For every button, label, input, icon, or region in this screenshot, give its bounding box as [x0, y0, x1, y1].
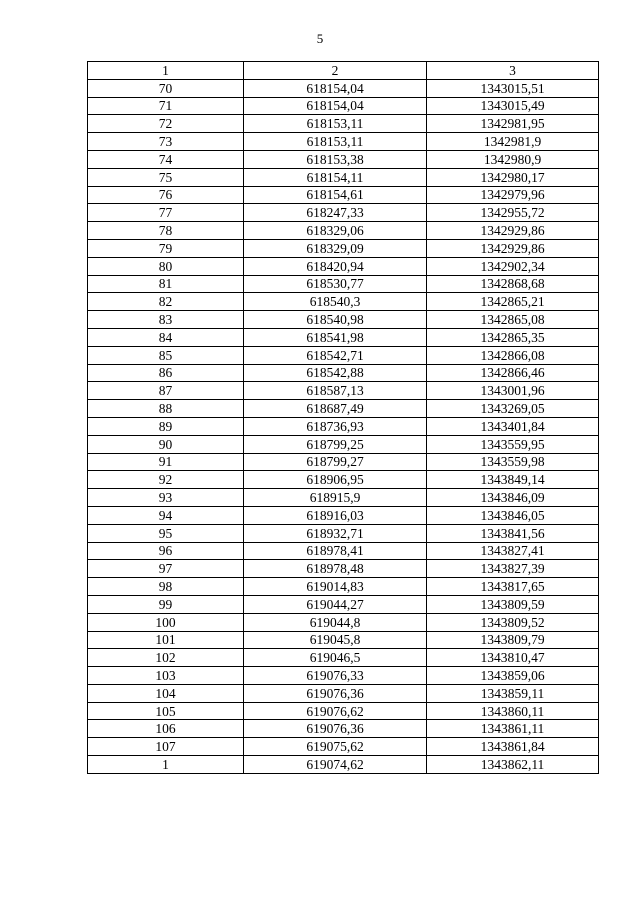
x-coordinate-cell: 618247,33 [244, 204, 427, 222]
point-number-cell: 86 [88, 364, 244, 382]
y-coordinate-cell: 1342902,34 [427, 257, 599, 275]
x-coordinate-cell: 619076,62 [244, 702, 427, 720]
point-number-cell: 97 [88, 560, 244, 578]
x-coordinate-cell: 618154,11 [244, 168, 427, 186]
point-number-cell: 96 [88, 542, 244, 560]
table-row [88, 150, 599, 168]
table-row [88, 311, 599, 329]
x-coordinate-cell: 618540,3 [244, 293, 427, 311]
x-coordinate-cell: 618916,03 [244, 506, 427, 524]
point-number-cell: 72 [88, 115, 244, 133]
y-coordinate-cell: 1343861,84 [427, 738, 599, 756]
x-coordinate-cell: 618932,71 [244, 524, 427, 542]
x-coordinate-cell: 618687,49 [244, 400, 427, 418]
point-number-cell: 77 [88, 204, 244, 222]
point-number-cell: 88 [88, 400, 244, 418]
point-number-cell: 107 [88, 738, 244, 756]
table-header [88, 62, 599, 80]
y-coordinate-cell: 1342980,17 [427, 168, 599, 186]
table-row [88, 346, 599, 364]
coordinates-table [87, 61, 599, 774]
table-row [88, 631, 599, 649]
x-coordinate-cell: 618530,77 [244, 275, 427, 293]
point-number-cell: 81 [88, 275, 244, 293]
point-number-cell: 95 [88, 524, 244, 542]
table-row [88, 79, 599, 97]
y-coordinate-cell: 1342929,86 [427, 239, 599, 257]
x-coordinate-cell: 619044,27 [244, 595, 427, 613]
x-coordinate-cell: 618587,13 [244, 382, 427, 400]
y-coordinate-cell: 1343827,41 [427, 542, 599, 560]
table-row [88, 506, 599, 524]
point-number-cell: 74 [88, 150, 244, 168]
table-row [88, 578, 599, 596]
point-number-cell: 106 [88, 720, 244, 738]
point-number-cell: 93 [88, 489, 244, 507]
point-number-cell: 85 [88, 346, 244, 364]
x-coordinate-cell: 619076,33 [244, 667, 427, 685]
table-row [88, 453, 599, 471]
table-row [88, 756, 599, 774]
table-row [88, 97, 599, 115]
point-number-cell: 99 [88, 595, 244, 613]
x-coordinate-cell: 619074,62 [244, 756, 427, 774]
y-coordinate-cell: 1343809,59 [427, 595, 599, 613]
table-row [88, 204, 599, 222]
page-number: 5 [316, 31, 324, 46]
y-coordinate-cell: 1342865,21 [427, 293, 599, 311]
x-coordinate-cell: 619076,36 [244, 684, 427, 702]
y-coordinate-cell: 1343015,51 [427, 79, 599, 97]
x-coordinate-cell: 618329,09 [244, 239, 427, 257]
point-number-cell: 1 [88, 756, 244, 774]
point-number-cell: 102 [88, 649, 244, 667]
x-coordinate-cell: 618799,25 [244, 435, 427, 453]
point-number-cell: 90 [88, 435, 244, 453]
y-coordinate-cell: 1343559,95 [427, 435, 599, 453]
x-coordinate-cell: 618153,38 [244, 150, 427, 168]
y-coordinate-cell: 1343841,56 [427, 524, 599, 542]
point-number-cell: 89 [88, 417, 244, 435]
x-coordinate-cell: 619044,8 [244, 613, 427, 631]
y-coordinate-cell: 1342866,08 [427, 346, 599, 364]
table-row [88, 471, 599, 489]
y-coordinate-cell: 1342955,72 [427, 204, 599, 222]
x-coordinate-cell: 618153,11 [244, 115, 427, 133]
table-row [88, 542, 599, 560]
table-row [88, 667, 599, 685]
table-row [88, 560, 599, 578]
point-number-cell: 94 [88, 506, 244, 524]
x-coordinate-cell: 618542,88 [244, 364, 427, 382]
x-coordinate-cell: 618978,41 [244, 542, 427, 560]
point-number-cell: 100 [88, 613, 244, 631]
y-coordinate-cell: 1343846,05 [427, 506, 599, 524]
point-number-cell: 87 [88, 382, 244, 400]
x-coordinate-cell: 618154,04 [244, 97, 427, 115]
x-coordinate-cell: 619046,5 [244, 649, 427, 667]
x-coordinate-cell: 618420,94 [244, 257, 427, 275]
y-coordinate-cell: 1343846,09 [427, 489, 599, 507]
table-body [88, 79, 599, 773]
y-coordinate-cell: 1343401,84 [427, 417, 599, 435]
point-number-cell: 105 [88, 702, 244, 720]
x-coordinate-cell: 619045,8 [244, 631, 427, 649]
table-row [88, 702, 599, 720]
header-cell-y: 3 [427, 62, 599, 80]
x-coordinate-cell: 619076,36 [244, 720, 427, 738]
y-coordinate-cell: 1342865,35 [427, 328, 599, 346]
table-row [88, 275, 599, 293]
x-coordinate-cell: 618540,98 [244, 311, 427, 329]
table-row [88, 720, 599, 738]
y-coordinate-cell: 1343817,65 [427, 578, 599, 596]
table-row [88, 222, 599, 240]
y-coordinate-cell: 1343015,49 [427, 97, 599, 115]
y-coordinate-cell: 1343861,11 [427, 720, 599, 738]
x-coordinate-cell: 618541,98 [244, 328, 427, 346]
table-row [88, 293, 599, 311]
table-row [88, 738, 599, 756]
y-coordinate-cell: 1343849,14 [427, 471, 599, 489]
y-coordinate-cell: 1343860,11 [427, 702, 599, 720]
y-coordinate-cell: 1342981,95 [427, 115, 599, 133]
y-coordinate-cell: 1342981,9 [427, 133, 599, 151]
x-coordinate-cell: 618978,48 [244, 560, 427, 578]
point-number-cell: 92 [88, 471, 244, 489]
y-coordinate-cell: 1342979,96 [427, 186, 599, 204]
header-cell-point-number: 1 [88, 62, 244, 80]
table-row [88, 417, 599, 435]
table-row [88, 595, 599, 613]
x-coordinate-cell: 618329,06 [244, 222, 427, 240]
point-number-cell: 98 [88, 578, 244, 596]
point-number-cell: 103 [88, 667, 244, 685]
header-row [88, 62, 599, 80]
table-row [88, 168, 599, 186]
y-coordinate-cell: 1343559,98 [427, 453, 599, 471]
y-coordinate-cell: 1342868,68 [427, 275, 599, 293]
table-row [88, 133, 599, 151]
table-row [88, 684, 599, 702]
point-number-cell: 75 [88, 168, 244, 186]
table-row [88, 382, 599, 400]
table-row [88, 328, 599, 346]
table-row [88, 524, 599, 542]
table-row [88, 400, 599, 418]
point-number-cell: 70 [88, 79, 244, 97]
point-number-cell: 104 [88, 684, 244, 702]
y-coordinate-cell: 1343859,06 [427, 667, 599, 685]
table-row [88, 364, 599, 382]
table-row [88, 239, 599, 257]
x-coordinate-cell: 618736,93 [244, 417, 427, 435]
point-number-cell: 76 [88, 186, 244, 204]
point-number-cell: 80 [88, 257, 244, 275]
y-coordinate-cell: 1343827,39 [427, 560, 599, 578]
x-coordinate-cell: 618154,61 [244, 186, 427, 204]
y-coordinate-cell: 1343809,79 [427, 631, 599, 649]
y-coordinate-cell: 1343001,96 [427, 382, 599, 400]
y-coordinate-cell: 1342980,9 [427, 150, 599, 168]
y-coordinate-cell: 1342929,86 [427, 222, 599, 240]
y-coordinate-cell: 1342866,46 [427, 364, 599, 382]
x-coordinate-cell: 618915,9 [244, 489, 427, 507]
y-coordinate-cell: 1343862,11 [427, 756, 599, 774]
point-number-cell: 71 [88, 97, 244, 115]
table-row [88, 613, 599, 631]
point-number-cell: 82 [88, 293, 244, 311]
table-row [88, 489, 599, 507]
x-coordinate-cell: 618799,27 [244, 453, 427, 471]
y-coordinate-cell: 1343810,47 [427, 649, 599, 667]
point-number-cell: 73 [88, 133, 244, 151]
x-coordinate-cell: 618153,11 [244, 133, 427, 151]
point-number-cell: 84 [88, 328, 244, 346]
point-number-cell: 91 [88, 453, 244, 471]
table-row [88, 115, 599, 133]
x-coordinate-cell: 618542,71 [244, 346, 427, 364]
x-coordinate-cell: 618154,04 [244, 79, 427, 97]
y-coordinate-cell: 1343269,05 [427, 400, 599, 418]
x-coordinate-cell: 619014,83 [244, 578, 427, 596]
y-coordinate-cell: 1343809,52 [427, 613, 599, 631]
point-number-cell: 78 [88, 222, 244, 240]
point-number-cell: 101 [88, 631, 244, 649]
table-row [88, 186, 599, 204]
y-coordinate-cell: 1343859,11 [427, 684, 599, 702]
point-number-cell: 83 [88, 311, 244, 329]
point-number-cell: 79 [88, 239, 244, 257]
table-row [88, 435, 599, 453]
x-coordinate-cell: 619075,62 [244, 738, 427, 756]
y-coordinate-cell: 1342865,08 [427, 311, 599, 329]
table-row [88, 649, 599, 667]
x-coordinate-cell: 618906,95 [244, 471, 427, 489]
header-cell-x: 2 [244, 62, 427, 80]
table-row [88, 257, 599, 275]
